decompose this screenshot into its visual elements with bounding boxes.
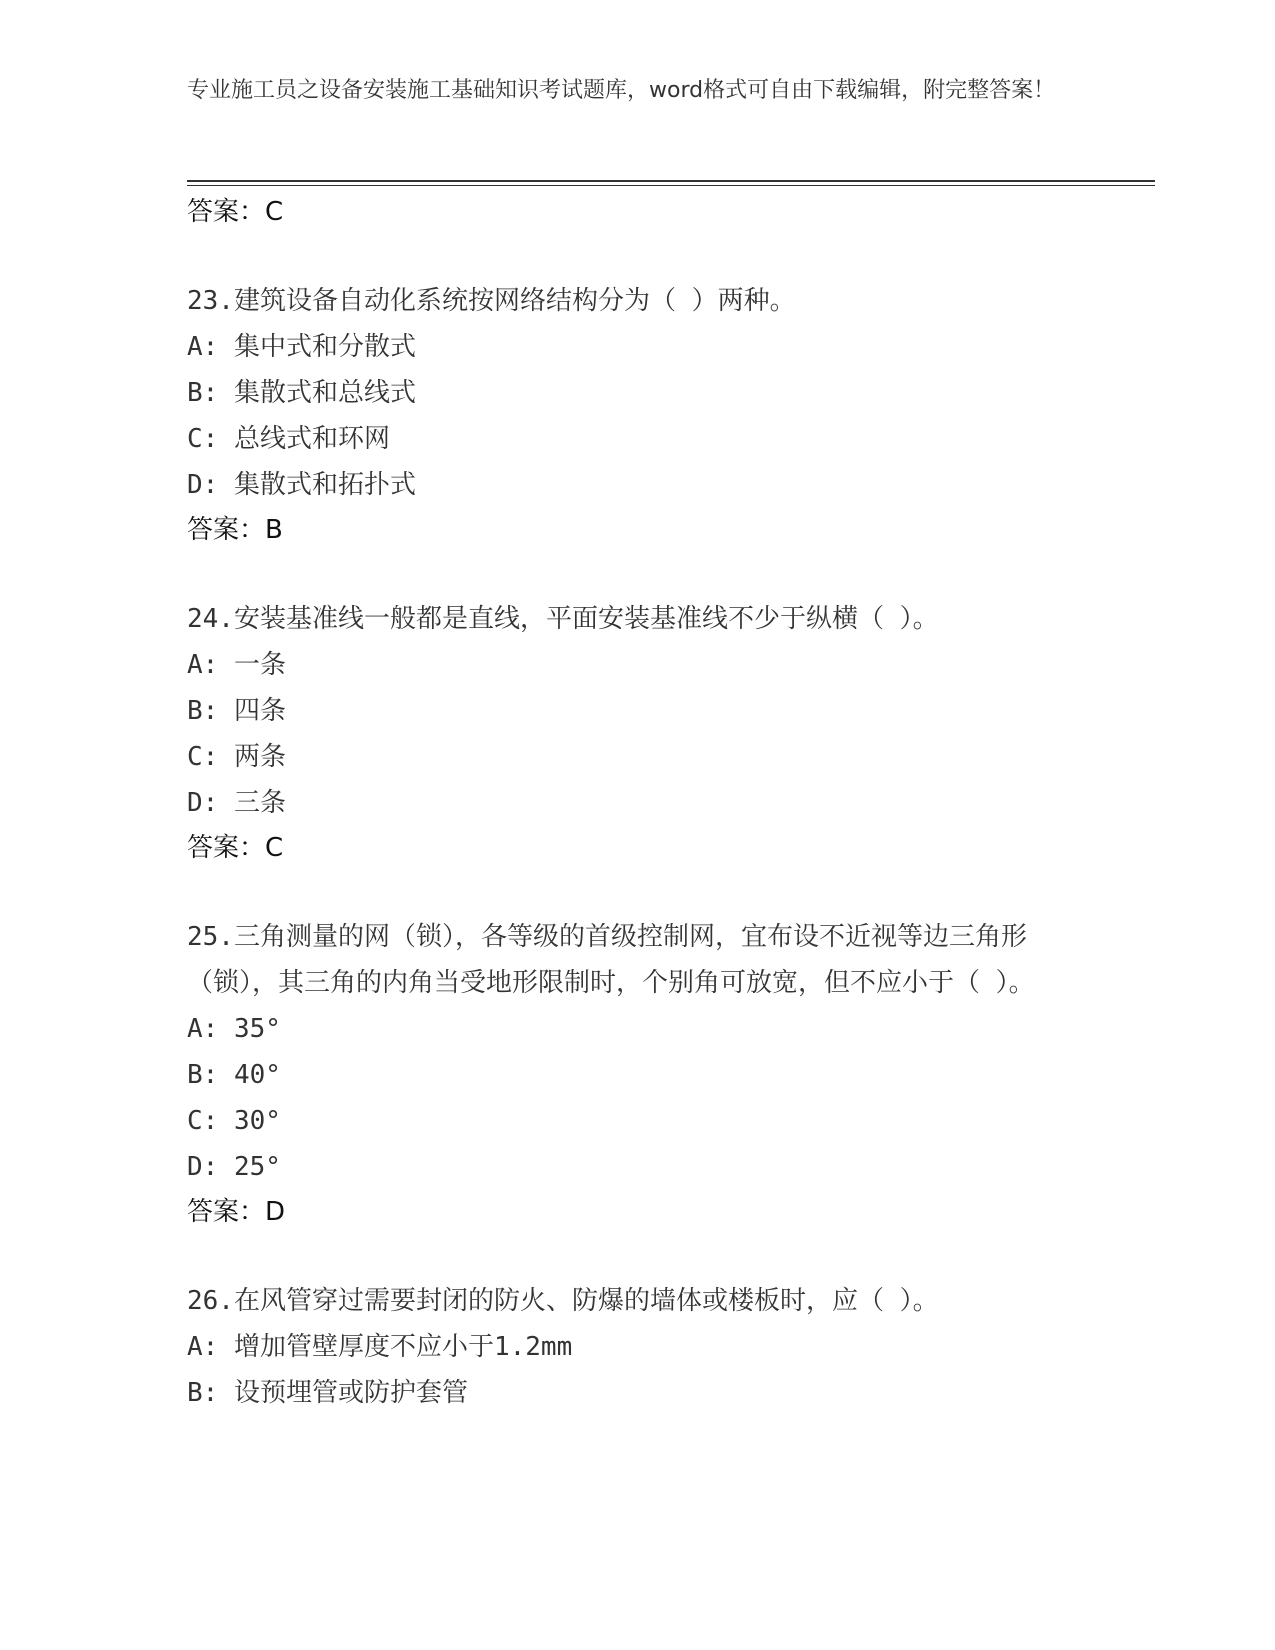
option-d: D: 25°: [187, 1152, 281, 1182]
question-text: 26.在风管穿过需要封闭的防火、防爆的墙体或楼板时，应（ ）。: [187, 1286, 939, 1316]
question-text: 23.建筑设备自动化系统按网络结构分为（ ）两种。: [187, 286, 796, 316]
question-26: [187, 1278, 1087, 1416]
header-divider: [187, 180, 1155, 182]
option-a: A: 一条: [187, 650, 286, 680]
option-d: D: 集散式和拓扑式: [187, 470, 416, 500]
question-24: [187, 596, 1087, 870]
option-c: C: 两条: [187, 742, 286, 772]
option-c: C: 30°: [187, 1106, 281, 1136]
option-b: B: 40°: [187, 1060, 281, 1090]
answer-label: 答案：D: [187, 1197, 286, 1227]
option-b: B: 设预埋管或防护套管: [187, 1378, 468, 1408]
question-list: [187, 190, 1087, 1416]
answer-label: 答案：B: [187, 515, 283, 545]
answer-label: 答案：C: [187, 833, 284, 863]
header-divider-thin: [187, 185, 1155, 186]
answer-label: 答案：C: [187, 197, 284, 227]
question-text: 25.三角测量的网（锁），各等级的首级控制网，宜布设不近视等边三角形（锁），其三角的内角当受地形限制时，个别角可放宽，但不应小于（ ）。: [187, 922, 1035, 998]
option-b: B: 四条: [187, 696, 286, 726]
option-d: D: 三条: [187, 788, 286, 818]
question-text: 24.安装基准线一般都是直线，平面安装基准线不少于纵横（ ）。: [187, 604, 939, 634]
option-c: C: 总线式和环网: [187, 424, 390, 454]
option-a: A: 集中式和分散式: [187, 332, 416, 362]
question-23: [187, 278, 1087, 552]
question-25: [187, 914, 1087, 1234]
document-header: 专业施工员之设备安装施工基础知识考试题库，word格式可自由下载编辑，附完整答案！: [187, 78, 1056, 103]
option-b: B: 集散式和总线式: [187, 378, 416, 408]
option-a: A: 增加管壁厚度不应小于1.2mm: [187, 1332, 573, 1362]
option-a: A: 35°: [187, 1014, 281, 1044]
